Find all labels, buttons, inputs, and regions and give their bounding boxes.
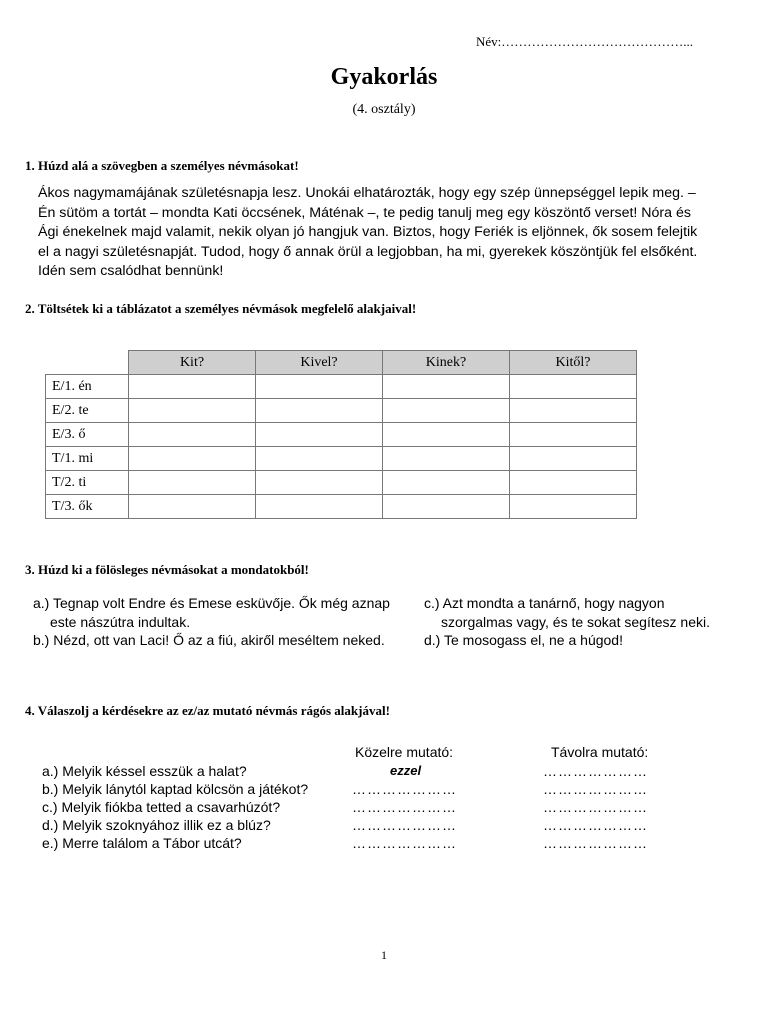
column-header: Kivel?: [256, 351, 383, 375]
answer-blank-far[interactable]: …………………: [543, 781, 648, 797]
task1-paragraph: [38, 184, 738, 282]
column-header-far: Távolra mutató:: [551, 744, 649, 760]
answer-cell[interactable]: [383, 447, 510, 471]
table-corner: [46, 351, 129, 375]
question-d: d.) Melyik szoknyához illik ez a blúz?: [42, 817, 271, 833]
column-header: Kit?: [129, 351, 256, 375]
task2-heading: 2. Töltsétek ki a táblázatot a személyes névmások megfelelő alakjaival!: [25, 301, 417, 316]
answer-cell[interactable]: [383, 375, 510, 399]
task3-heading: 3. Húzd ki a fölösleges névmásokat a mondatokból!: [25, 562, 309, 577]
row-label: E/2. te: [46, 399, 129, 423]
answer-cell[interactable]: [256, 399, 383, 423]
table-row: [46, 447, 637, 471]
question-b: b.) Melyik lánytól kaptad kölcsön a játékot?: [42, 781, 309, 797]
answer-blank-near[interactable]: …………………: [352, 781, 457, 797]
answer-cell[interactable]: [129, 447, 256, 471]
column-header: Kinek?: [383, 351, 510, 375]
row-label: T/2. ti: [46, 471, 129, 495]
answer-blank-far[interactable]: …………………: [543, 763, 648, 779]
answer-cell[interactable]: [510, 495, 637, 519]
row-label: E/1. én: [46, 375, 129, 399]
answer-cell[interactable]: [510, 423, 637, 447]
task4-heading: 4. Válaszolj a kérdésekre az ez/az mutató névmás rágós alakjával!: [25, 703, 390, 718]
answer-cell[interactable]: [383, 399, 510, 423]
table-header-row: [46, 351, 637, 375]
row-label: E/3. ő: [46, 423, 129, 447]
table-row: [46, 399, 637, 423]
answer-blank-near[interactable]: …………………: [352, 817, 457, 833]
sentence-c: c.) Azt mondta a tanárnő, hogy nagyon: [424, 595, 665, 611]
answer-cell[interactable]: [129, 495, 256, 519]
task1-line: Idén sem csalódhat bennünk!: [38, 263, 224, 279]
answer-cell[interactable]: [383, 423, 510, 447]
answer-blank-far[interactable]: …………………: [543, 835, 648, 851]
table-row: [46, 375, 637, 399]
answer-cell[interactable]: [129, 471, 256, 495]
sentence-d: d.) Te mosogass el, ne a húgod!: [424, 632, 623, 648]
answer-cell[interactable]: [256, 471, 383, 495]
answer-cell[interactable]: [510, 471, 637, 495]
page-subtitle: (4. osztály): [352, 102, 416, 117]
answer-blank-far[interactable]: …………………: [543, 799, 648, 815]
question-e: e.) Merre találom a Tábor utcát?: [42, 835, 242, 851]
column-header: Kitől?: [510, 351, 637, 375]
question-c: c.) Melyik fiókba tetted a csavarhúzót?: [42, 799, 281, 815]
example-answer: ezzel: [390, 763, 422, 778]
page-number: 1: [381, 948, 387, 962]
answer-cell[interactable]: [510, 447, 637, 471]
question-a: a.) Melyik késsel esszük a halat?: [42, 763, 247, 779]
sentence-a-continued: este nászútra indultak.: [50, 613, 191, 630]
answer-cell[interactable]: [383, 495, 510, 519]
answer-cell[interactable]: [510, 375, 637, 399]
table-row: [46, 495, 637, 519]
column-header-near: Közelre mutató:: [355, 744, 454, 760]
answer-cell[interactable]: [256, 495, 383, 519]
answer-cell[interactable]: [256, 447, 383, 471]
answer-cell[interactable]: [129, 423, 256, 447]
task3-left-column: [33, 594, 413, 650]
table-row: [46, 423, 637, 447]
name-field[interactable]: Név:……………………………………...: [476, 34, 694, 49]
answer-cell[interactable]: [256, 423, 383, 447]
table-row: [46, 471, 637, 495]
row-label: T/1. mi: [46, 447, 129, 471]
answer-cell[interactable]: [256, 375, 383, 399]
answer-cell[interactable]: [383, 471, 510, 495]
sentence-c-continued: szorgalmas vagy, és te sokat segítesz neki.: [441, 613, 710, 630]
answer-cell[interactable]: [129, 375, 256, 399]
task1-line: Ákos nagymamájának születésnapja lesz. Unokái elhatározták, hogy egy szép ünnepséggel lepik meg. –: [38, 185, 696, 201]
task3-right-column: [424, 594, 754, 650]
task1-line: Én sütöm a tortát – mondta Kati öccsének, Máténak –, te pedig tanulj meg egy köszöntő verset! Nóra és: [38, 204, 691, 221]
page-title: Gyakorlás: [330, 64, 438, 90]
answer-cell[interactable]: [510, 399, 637, 423]
sentence-a: a.) Tegnap volt Endre és Emese esküvője. Ők még aznap: [33, 595, 390, 611]
answer-blank-near[interactable]: …………………: [352, 799, 457, 815]
sentence-b: b.) Nézd, ott van Laci! Ő az a fiú, akiről meséltem neked.: [33, 632, 385, 648]
row-label: T/3. ők: [46, 495, 129, 519]
task1-line: Ági énekelnek majd valamit, nekik olyan jó hangjuk van. Biztos, hogy Feriék is eljönnek, ők sosem felejtik: [38, 224, 698, 240]
pronoun-table: [45, 350, 637, 519]
answer-cell[interactable]: [129, 399, 256, 423]
answer-blank-near[interactable]: …………………: [352, 835, 457, 851]
task1-line: el a nagyi születésnapját. Tudod, hogy ő annak örül a legjobban, ha mi, gyerekek köszöntjük fel elsőként.: [38, 243, 698, 260]
answer-blank-far[interactable]: …………………: [543, 817, 648, 833]
task1-heading: 1. Húzd alá a szövegben a személyes névmásokat!: [25, 158, 299, 173]
